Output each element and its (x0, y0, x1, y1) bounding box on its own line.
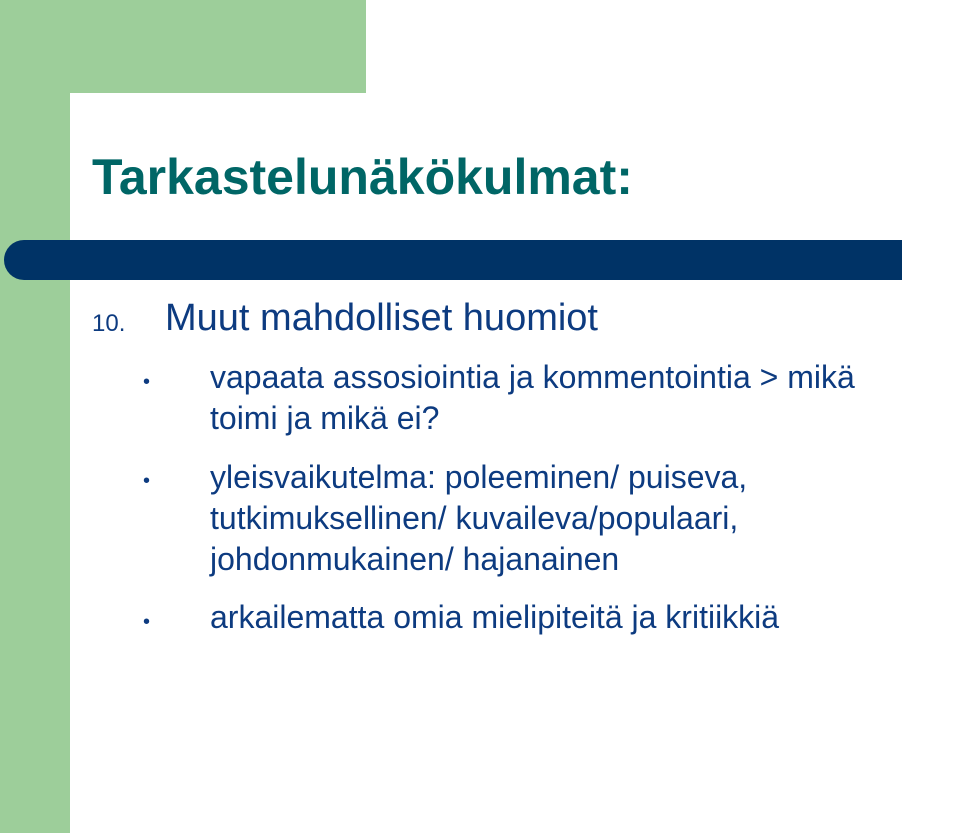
bullet-icon: • (143, 371, 151, 393)
bullet-icon: • (143, 470, 151, 492)
bullet-icon: • (143, 611, 151, 633)
bullet-item-line: toimi ja mikä ei? (210, 400, 440, 436)
bullet-item-free-association (210, 357, 960, 439)
bullet-item-line: vapaata assosiointia ja kommentointia > mikä (210, 359, 855, 395)
left-green-band (0, 0, 70, 833)
bullet-item-line: tutkimuksellinen/ kuvaileva/populaari, (210, 500, 739, 536)
section-number: 10. (92, 310, 126, 337)
bullet-item-line: yleisvaikutelma: poleeminen/ puiseva, (210, 459, 748, 495)
title-divider-bar (4, 240, 902, 280)
bullet-item-opinions (210, 597, 960, 638)
slide-title: Tarkastelunäkökulmat: (92, 149, 633, 205)
bullet-item-line: arkailematta omia mielipiteitä ja kritiikkiä (210, 599, 780, 635)
bullet-item-overall-impression (210, 457, 960, 580)
top-green-block (0, 0, 366, 93)
bullet-item-line: johdonmukainen/ hajanainen (210, 541, 620, 577)
section-heading: Muut mahdolliset huomiot (165, 297, 598, 339)
